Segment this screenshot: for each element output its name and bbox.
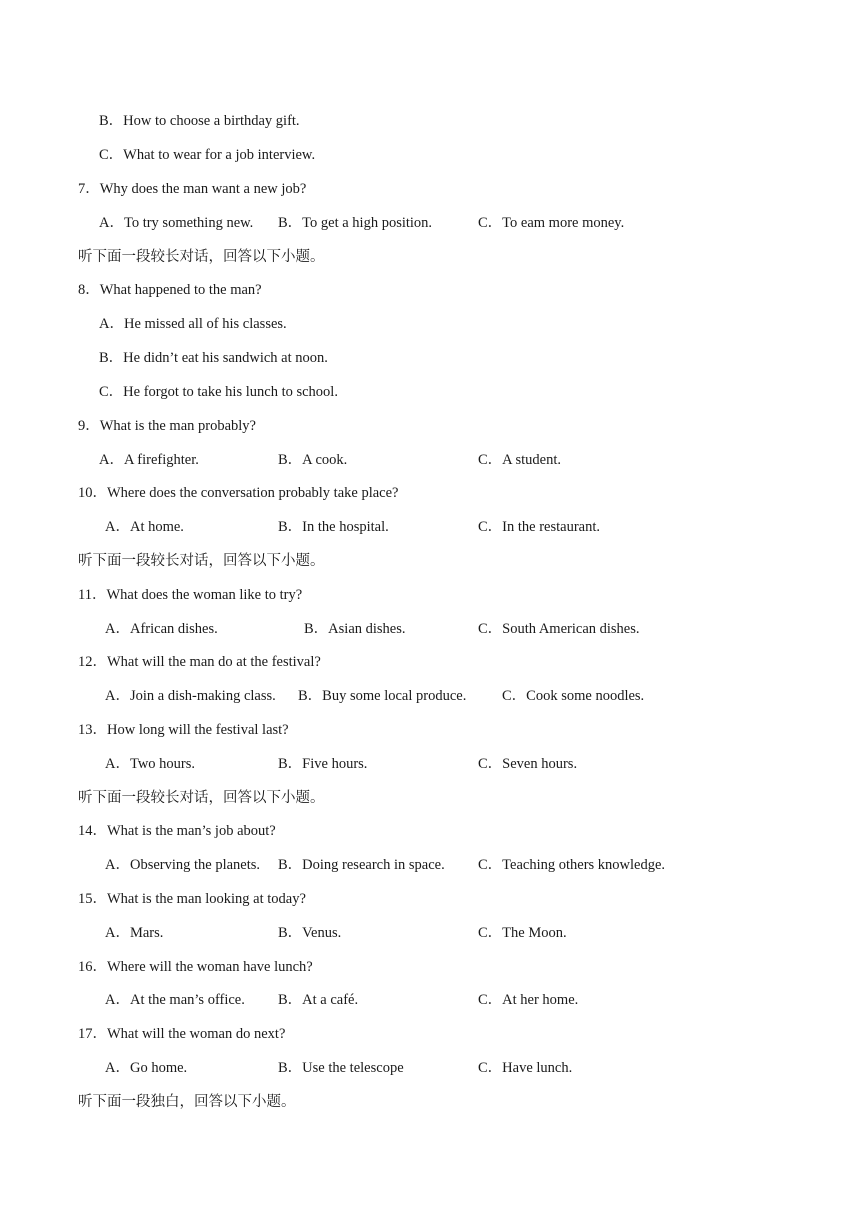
q13-option-b: B．Five hours. — [278, 756, 368, 772]
q12-option-a: A．Join a dish-making class. — [105, 688, 276, 704]
q8-option-b: B．He didn’t eat his sandwich at noon. — [99, 350, 328, 366]
q13-option-a: A．Two hours. — [105, 756, 196, 772]
section-instruction: 听下面一段独白，回答以下小题。 — [78, 1094, 296, 1110]
q9-option-a: A．A firefighter. — [99, 452, 199, 468]
section-instruction: 听下面一段较长对话，回答以下小题。 — [78, 249, 325, 265]
q16-option-a: A．At the man’s office. — [105, 992, 245, 1008]
q8-option-c: C．He forgot to take his lunch to school. — [99, 384, 338, 400]
q10-option-b: B．In the hospital. — [278, 519, 389, 535]
q12-stem: 12．What will the man do at the festival? — [78, 654, 321, 670]
q15-option-c: C．The Moon. — [478, 925, 567, 941]
q15-option-b: B．Venus. — [278, 925, 342, 941]
q7-option-c: C．To eam more money. — [478, 215, 625, 231]
q11-option-c: C．South American dishes. — [478, 621, 640, 637]
q9-stem: 9．What is the man probably? — [78, 418, 256, 434]
q16-option-c: C．At her home. — [478, 992, 579, 1008]
q17-option-c: C．Have lunch. — [478, 1060, 573, 1076]
q14-option-a: A．Observing the planets. — [105, 857, 261, 873]
q7-stem: 7．Why does the man want a new job? — [78, 181, 307, 197]
q7-option-b: B．To get a high position. — [278, 215, 433, 231]
q12-option-b: B．Buy some local produce. — [298, 688, 467, 704]
q6-option-c: C．What to wear for a job interview. — [99, 147, 316, 163]
section-instruction: 听下面一段较长对话，回答以下小题。 — [78, 553, 325, 569]
q17-option-a: A．Go home. — [105, 1060, 188, 1076]
q16-option-b: B．At a café. — [278, 992, 359, 1008]
q11-option-a: A．African dishes. — [105, 621, 218, 637]
q9-option-c: C．A student. — [478, 452, 561, 468]
q14-option-c: C．Teaching others knowledge. — [478, 857, 666, 873]
q7-option-a: A．To try something new. — [99, 215, 254, 231]
q17-stem: 17．What will the woman do next? — [78, 1026, 286, 1042]
q15-stem: 15．What is the man looking at today? — [78, 891, 306, 907]
q10-option-c: C．In the restaurant. — [478, 519, 601, 535]
q6-option-b: B．How to choose a birthday gift. — [99, 113, 300, 129]
q14-option-b: B．Doing research in space. — [278, 857, 445, 873]
q13-stem: 13．How long will the festival last? — [78, 722, 289, 738]
q11-option-b: B．Asian dishes. — [304, 621, 406, 637]
q15-option-a: A．Mars. — [105, 925, 164, 941]
q8-option-a: A．He missed all of his classes. — [99, 316, 287, 332]
q8-stem: 8．What happened to the man? — [78, 282, 262, 298]
q10-option-a: A．At home. — [105, 519, 184, 535]
q16-stem: 16．Where will the woman have lunch? — [78, 959, 313, 975]
q13-option-c: C．Seven hours. — [478, 756, 578, 772]
q12-option-c: C．Cook some noodles. — [502, 688, 645, 704]
q11-stem: 11．What does the woman like to try? — [78, 587, 303, 603]
q10-stem: 10．Where does the conversation probably take place? — [78, 485, 399, 501]
q14-stem: 14．What is the man’s job about? — [78, 823, 276, 839]
q9-option-b: B．A cook. — [278, 452, 348, 468]
section-instruction: 听下面一段较长对话，回答以下小题。 — [78, 790, 325, 806]
q17-option-b: B．Use the telescope — [278, 1060, 404, 1076]
